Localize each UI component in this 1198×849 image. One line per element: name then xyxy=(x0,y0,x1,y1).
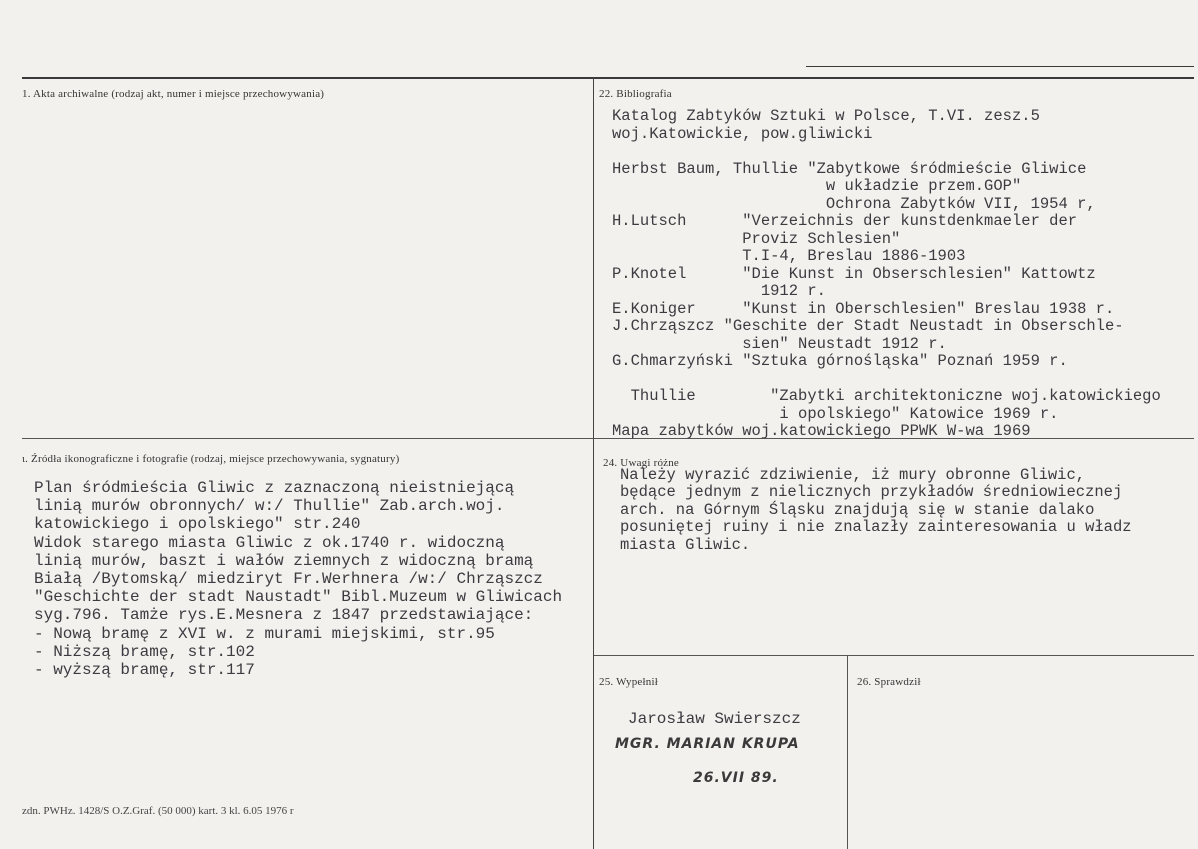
section-26-label: 26. Sprawdził xyxy=(857,676,921,688)
date-stamp: 26.VII 89. xyxy=(693,770,779,786)
top-rule xyxy=(22,77,1194,79)
print-info: zdn. PWHz. 1428/S O.Z.Graf. (50 000) kart. 3 kl. 6.05 1976 r xyxy=(22,805,294,817)
top-rule-right-accent xyxy=(806,66,1194,67)
notes-text: Należy wyrazić zdziwienie, iż mury obronne Gliwic, będące jednym z nielicznych przykładów średniowiecznej arch. na Górnym Śląsku znajdują się w stanie dalako posuniętej ruiny i nie znalazły zainteresowania u władz miasta Gliwic. xyxy=(620,466,1132,554)
section-1-label: 1. Akta archiwalne (rodzaj akt, numer i miejsce przechowywania) xyxy=(22,88,325,100)
filled-by-name: Jarosław Swierszcz xyxy=(628,710,801,728)
iconographic-sources-text: Plan śródmieścia Gliwic z zaznaczoną nieistniejącą linią murów obronnych/ w:/ Thullie" Zab.arch.woj. katowickiego i opolskiego" str.240 Widok starego miasta Gliwic z ok.1740 r. widoczną linią murów, baszt i wałów ziemnych z widoczną bramą Białą /Bytomską/ miedziryt Fr.Werhnera /w:/ Chrząszcz "Geschichte der stadt Naustadt" Bibl.Muzeum w Gliwicach syg.796. Tamże rys.E.Mesnera z 1847 przedstawiające: - Nową bramę z XVI w. z murami miejskimi, str.95 - Niższą bramę, str.102 - wyższą bramę, str.117 xyxy=(34,479,563,680)
author-stamp: MGR. MARIAN KRUPA xyxy=(615,736,800,752)
signature-divider xyxy=(847,655,848,849)
center-divider xyxy=(593,77,594,849)
section-22-label: 22. Bibliografia xyxy=(599,88,672,100)
section-23-label: ι. Źródła ikonograficzne i fotografie (rodzaj, miejsce przechowywania, sygnatury) xyxy=(22,453,400,465)
signature-row-rule xyxy=(593,655,1194,656)
bibliography-text: Katalog Zabtyków Sztuki w Polsce, T.VI. zesz.5 woj.Katowickie, pow.gliwicki Herbst Baum, Thullie "Zabytkowe śródmieście Gliwice w układzie przem.GOP" Ochrona Zabytków VII, 1954 r, H.Lutsch "Verzeichnis der kunstdenkmaeler der Proviz Schlesien" T.I-4, Breslau 1886-1903 P.Knotel "Die Kunst in Obserschlesien" Kattowtz 1912 r. E.Koniger "Kunst in Oberschlesien" Breslau 1938 r. J.Chrząszcz "Geschite der Stadt Neustadt in Obserschle- sien" Neustadt 1912 r. G.Chmarzyński "Sztuka górnośląska" Poznań 1959 r. Thullie "Zabytki architektoniczne woj.katowickiego i opolskiego" Katowice 1969 r. Mapa zabytków woj.katowickiego PPWK W-wa 1969 xyxy=(612,107,1161,440)
section-24-label: 24. Uwagi różne xyxy=(603,457,680,469)
section-25-label: 25. Wypełnił xyxy=(599,676,658,688)
